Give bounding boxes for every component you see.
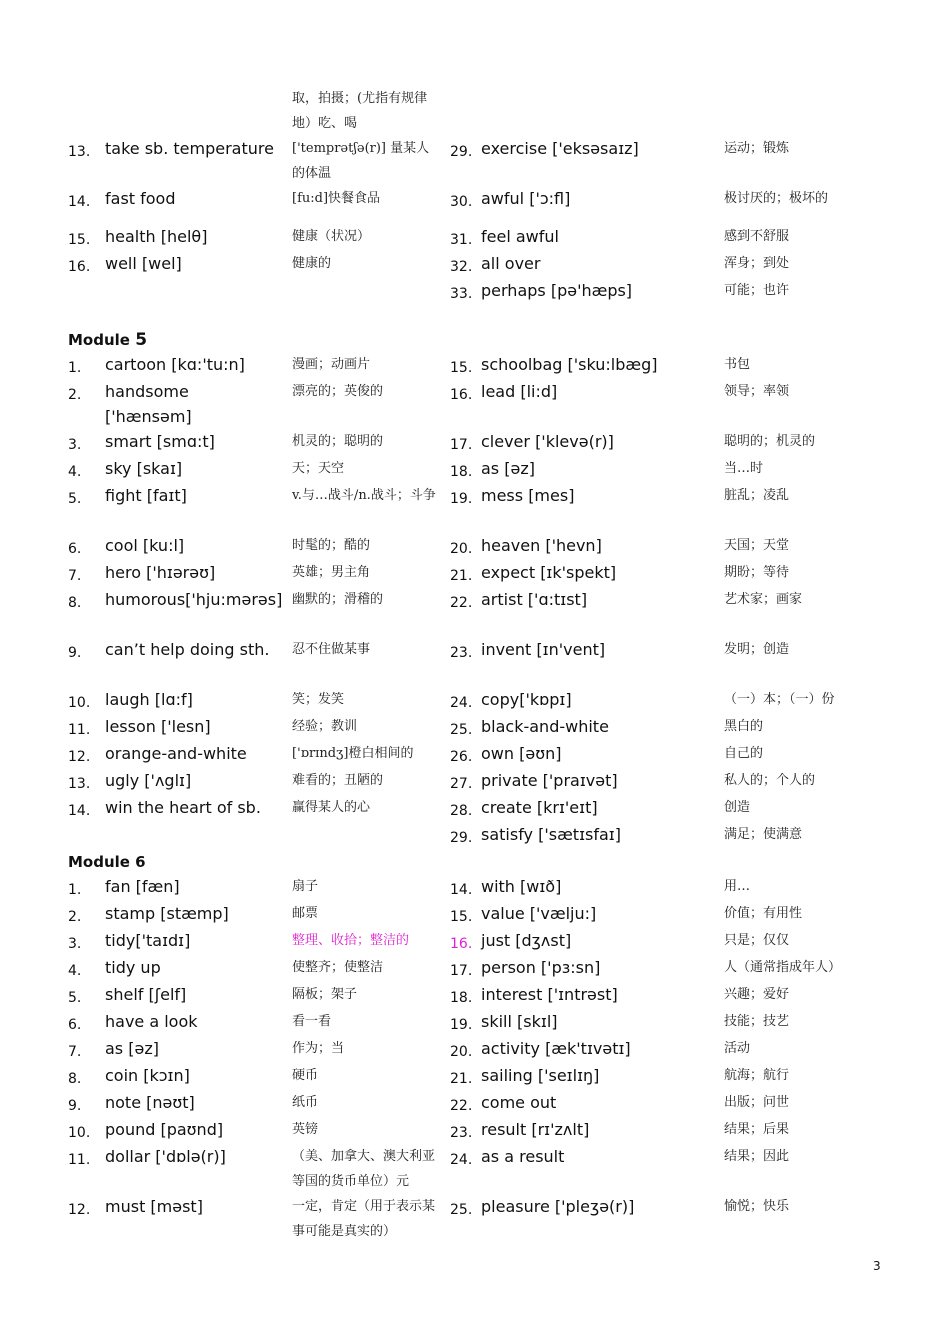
entry-number: 10. [68, 1125, 91, 1141]
entry-word: well [wel] [105, 254, 182, 273]
entry-word: with [wɪð] [481, 877, 562, 896]
meaning: 结果；因此 [724, 1149, 790, 1164]
entry-word: laugh [lɑ:f] [105, 690, 193, 709]
meaning: 发明；创造 [724, 642, 790, 657]
meaning: 航海；航行 [724, 1068, 790, 1083]
meaning: 英雄；男主角 [292, 565, 371, 580]
entry-word: interest ['ɪntrəst] [481, 985, 618, 1004]
module-heading: Module 5 [68, 330, 148, 350]
entry-number: 17. [450, 963, 473, 979]
entry-number: 21. [450, 568, 473, 584]
meaning: 人（通常指成年人） [724, 960, 842, 975]
entry-word: copy['kɒpɪ] [481, 690, 572, 709]
entry-number: 13. [68, 144, 91, 160]
entry-number: 7. [68, 1044, 82, 1060]
entry-number: 29. [450, 830, 473, 846]
entry-word: value ['vælju:] [481, 904, 597, 923]
entry-word: mess [mes] [481, 486, 575, 505]
entry-number: 10. [68, 695, 91, 711]
entry-number: 23. [450, 645, 473, 661]
meaning: 天国；天堂 [724, 538, 790, 553]
meaning: ['ɒrɪndʒ]橙白相间的 [292, 746, 414, 761]
entry-number: 25. [450, 722, 473, 738]
meaning: 价值；有用性 [724, 906, 803, 921]
entry-word: fan [fæn] [105, 877, 180, 896]
entry-number: 28. [450, 803, 473, 819]
entry-number: 3. [68, 437, 82, 453]
entry-word: dollar ['dɒlə(r)] [105, 1147, 226, 1166]
meaning: 当…时 [724, 461, 764, 476]
meaning: 愉悦；快乐 [724, 1199, 790, 1214]
meaning: 浑身；到处 [724, 256, 790, 271]
entry-word: note [nəʊt] [105, 1093, 195, 1112]
entry-number: 9. [68, 1098, 82, 1114]
meaning: 极讨厌的；极坏的 [724, 191, 829, 206]
entry-word: pleasure ['pleʒə(r)] [481, 1197, 635, 1216]
meaning: 整理、收拾；整洁的 [292, 933, 410, 948]
meaning: 一定，肯定（用于表示某事可能是真实的） [292, 1199, 436, 1239]
entry-number: 14. [68, 194, 91, 210]
entry-word: invent [ɪn'vent] [481, 640, 606, 659]
meaning: 领导；率领 [724, 384, 790, 399]
entry-word: exercise ['eksəsaɪz] [481, 139, 639, 158]
entry-number: 20. [450, 1044, 473, 1060]
entry-word: stamp [stæmp] [105, 904, 229, 923]
entry-number: 29. [450, 144, 473, 160]
entry-number: 11. [68, 722, 91, 738]
entry-number: 8. [68, 595, 82, 611]
entry-number: 15. [68, 232, 91, 248]
meaning: 机灵的；聪明的 [292, 434, 384, 449]
entry-word: sky [skaɪ] [105, 459, 183, 478]
module-heading: Module 6 [68, 853, 146, 871]
entry-word: health [helθ] [105, 227, 208, 246]
entry-word: lesson ['lesn] [105, 717, 211, 736]
meaning: [fu:d]快餐食品 [292, 191, 381, 206]
entry-number: 13. [68, 776, 91, 792]
meaning: （美、加拿大、澳大利亚等国的货币单位）元 [292, 1149, 436, 1189]
entry-word: smart [smɑ:t] [105, 432, 215, 451]
entry-number: 7. [68, 568, 82, 584]
entry-word: humorous['hju:mərəs] [105, 590, 283, 609]
meaning: 邮票 [292, 906, 319, 921]
meaning: 英镑 [292, 1122, 319, 1137]
meaning: 取，拍摄；(尤指有规律地）吃、喝 [292, 91, 428, 131]
entry-number: 25. [450, 1202, 473, 1218]
meaning: 硬币 [292, 1068, 319, 1083]
entry-word: awful ['ɔ:fl] [481, 189, 571, 208]
entry-number: 21. [450, 1071, 473, 1087]
meaning: 期盼；等待 [724, 565, 790, 580]
entry-number: 17. [450, 437, 473, 453]
entry-number: 4. [68, 963, 82, 979]
entry-number: 27. [450, 776, 473, 792]
entry-word: clever ['klevə(r)] [481, 432, 614, 451]
entry-number: 3. [68, 936, 82, 952]
entry-number: 2. [68, 387, 82, 403]
meaning: 作为；当 [292, 1041, 345, 1056]
meaning: 扇子 [292, 879, 319, 894]
meaning: 用… [724, 879, 751, 894]
entry-number: 16. [450, 936, 473, 952]
entry-number: 5. [68, 990, 82, 1006]
meaning: 私人的；个人的 [724, 773, 816, 788]
meaning: 活动 [724, 1041, 751, 1056]
entry-word: create [krɪ'eɪt] [481, 798, 598, 817]
entry-word: lead [li:d] [481, 382, 558, 401]
entry-number: 2. [68, 909, 82, 925]
entry-word: tidy up [105, 958, 161, 977]
entry-word: orange-and-white [105, 744, 247, 763]
entry-number: 18. [450, 990, 473, 1006]
entry-number: 4. [68, 464, 82, 480]
meaning: 健康的 [292, 256, 332, 271]
entry-word: own [əʊn] [481, 744, 562, 763]
entry-number: 24. [450, 695, 473, 711]
entry-number: 30. [450, 194, 473, 210]
meaning: 隔板；架子 [292, 987, 358, 1002]
meaning: 结果；后果 [724, 1122, 790, 1137]
entry-number: 19. [450, 491, 473, 507]
entry-word: fast food [105, 189, 176, 208]
entry-number: 1. [68, 882, 82, 898]
entry-number: 6. [68, 1017, 82, 1033]
entry-number: 33. [450, 286, 473, 302]
entry-number: 32. [450, 259, 473, 275]
meaning: v.与…战斗/n.战斗；斗争 [292, 488, 436, 503]
meaning: 时髦的；酷的 [292, 538, 371, 553]
entry-number: 12. [68, 749, 91, 765]
meaning: 可能；也许 [724, 283, 790, 298]
meaning: 难看的；丑陋的 [292, 773, 384, 788]
entry-word: fight [faɪt] [105, 486, 187, 505]
meaning: 运动；锻炼 [724, 141, 790, 156]
entry-word: activity [æk'tɪvətɪ] [481, 1039, 631, 1058]
entry-number: 14. [450, 882, 473, 898]
entry-word: skill [skɪl] [481, 1012, 558, 1031]
meaning: 出版；问世 [724, 1095, 790, 1110]
entry-number: 23. [450, 1125, 473, 1141]
entry-word: take sb. temperature [105, 139, 274, 158]
meaning: 满足；使满意 [724, 827, 803, 842]
entry-word: artist ['ɑ:tɪst] [481, 590, 588, 609]
meaning: 聪明的；机灵的 [724, 434, 816, 449]
entry-word: result [rɪ'zʌlt] [481, 1120, 590, 1139]
meaning: 天；天空 [292, 461, 345, 476]
entry-word: just [dʒʌst] [481, 931, 572, 950]
entry-word: all over [481, 254, 541, 273]
entry-number: 24. [450, 1152, 473, 1168]
entry-number: 26. [450, 749, 473, 765]
entry-word: schoolbag ['sku:lbæg] [481, 355, 658, 374]
entry-word: hero ['hɪərəʊ] [105, 563, 216, 582]
entry-number: 16. [68, 259, 91, 275]
meaning: 漂亮的；英俊的 [292, 384, 384, 399]
page-number: 3 [873, 1259, 881, 1273]
meaning: 自己的 [724, 746, 764, 761]
entry-word: heaven ['hevn] [481, 536, 602, 555]
entry-word: can’t help doing sth. [105, 640, 270, 659]
entry-word: have a look [105, 1012, 198, 1031]
meaning: 忍不住做某事 [292, 642, 371, 657]
meaning: 使整齐；使整洁 [292, 960, 384, 975]
entry-word: ugly ['ʌglɪ] [105, 771, 192, 790]
meaning: 感到不舒服 [724, 229, 790, 244]
meaning: 只是；仅仅 [724, 933, 790, 948]
entry-word: as [əz] [481, 459, 535, 478]
meaning: 经验；教训 [292, 719, 358, 734]
meaning: 看一看 [292, 1014, 332, 1029]
entry-number: 8. [68, 1071, 82, 1087]
entry-number: 5. [68, 491, 82, 507]
entry-number: 15. [450, 909, 473, 925]
entry-word: handsome ['hænsəm] [105, 382, 192, 426]
meaning: 幽默的；滑稽的 [292, 592, 384, 607]
entry-word: private ['praɪvət] [481, 771, 618, 790]
entry-number: 22. [450, 595, 473, 611]
meaning: 创造 [724, 800, 751, 815]
entry-number: 31. [450, 232, 473, 248]
entry-word: feel awful [481, 227, 559, 246]
entry-word: satisfy ['sætɪsfaɪ] [481, 825, 621, 844]
entry-number: 15. [450, 360, 473, 376]
meaning: （一）本；（一）份 [724, 692, 835, 707]
entry-word: sailing ['seɪlɪŋ] [481, 1066, 600, 1085]
meaning: 艺术家；画家 [724, 592, 803, 607]
meaning: 赢得某人的心 [292, 800, 371, 815]
entry-word: come out [481, 1093, 557, 1112]
entry-word: coin [kɔɪn] [105, 1066, 190, 1085]
entry-word: black-and-white [481, 717, 609, 736]
meaning: 技能；技艺 [724, 1014, 790, 1029]
meaning: 笑；发笑 [292, 692, 345, 707]
entry-word: person ['pɜ:sn] [481, 958, 601, 977]
entry-word: cartoon [kɑ:'tu:n] [105, 355, 245, 374]
entry-number: 1. [68, 360, 82, 376]
entry-number: 6. [68, 541, 82, 557]
meaning: ['temprətʃə(r)] 量某人的体温 [292, 141, 430, 181]
entry-number: 14. [68, 803, 91, 819]
entry-word: as a result [481, 1147, 565, 1166]
entry-number: 22. [450, 1098, 473, 1114]
entry-number: 11. [68, 1152, 91, 1168]
entry-word: tidy['taɪdɪ] [105, 931, 191, 950]
entry-word: shelf [ʃelf] [105, 985, 187, 1004]
entry-word: win the heart of sb. [105, 798, 261, 817]
entry-word: perhaps [pə'hæps] [481, 281, 633, 300]
entry-number: 12. [68, 1202, 91, 1218]
meaning: 纸币 [292, 1095, 319, 1110]
entry-number: 9. [68, 645, 82, 661]
entry-number: 19. [450, 1017, 473, 1033]
meaning: 书包 [724, 357, 751, 372]
entry-word: pound [paʊnd] [105, 1120, 224, 1139]
entry-number: 16. [450, 387, 473, 403]
meaning: 漫画；动画片 [292, 357, 371, 372]
meaning: 黑白的 [724, 719, 764, 734]
entry-word: as [əz] [105, 1039, 159, 1058]
meaning: 健康（状况） [292, 229, 371, 244]
entry-number: 20. [450, 541, 473, 557]
meaning: 兴趣；爱好 [724, 987, 790, 1002]
entry-word: must [məst] [105, 1197, 203, 1216]
entry-word: expect [ɪk'spekt] [481, 563, 617, 582]
entry-number: 18. [450, 464, 473, 480]
meaning: 脏乱；凌乱 [724, 488, 790, 503]
entry-word: cool [ku:l] [105, 536, 185, 555]
